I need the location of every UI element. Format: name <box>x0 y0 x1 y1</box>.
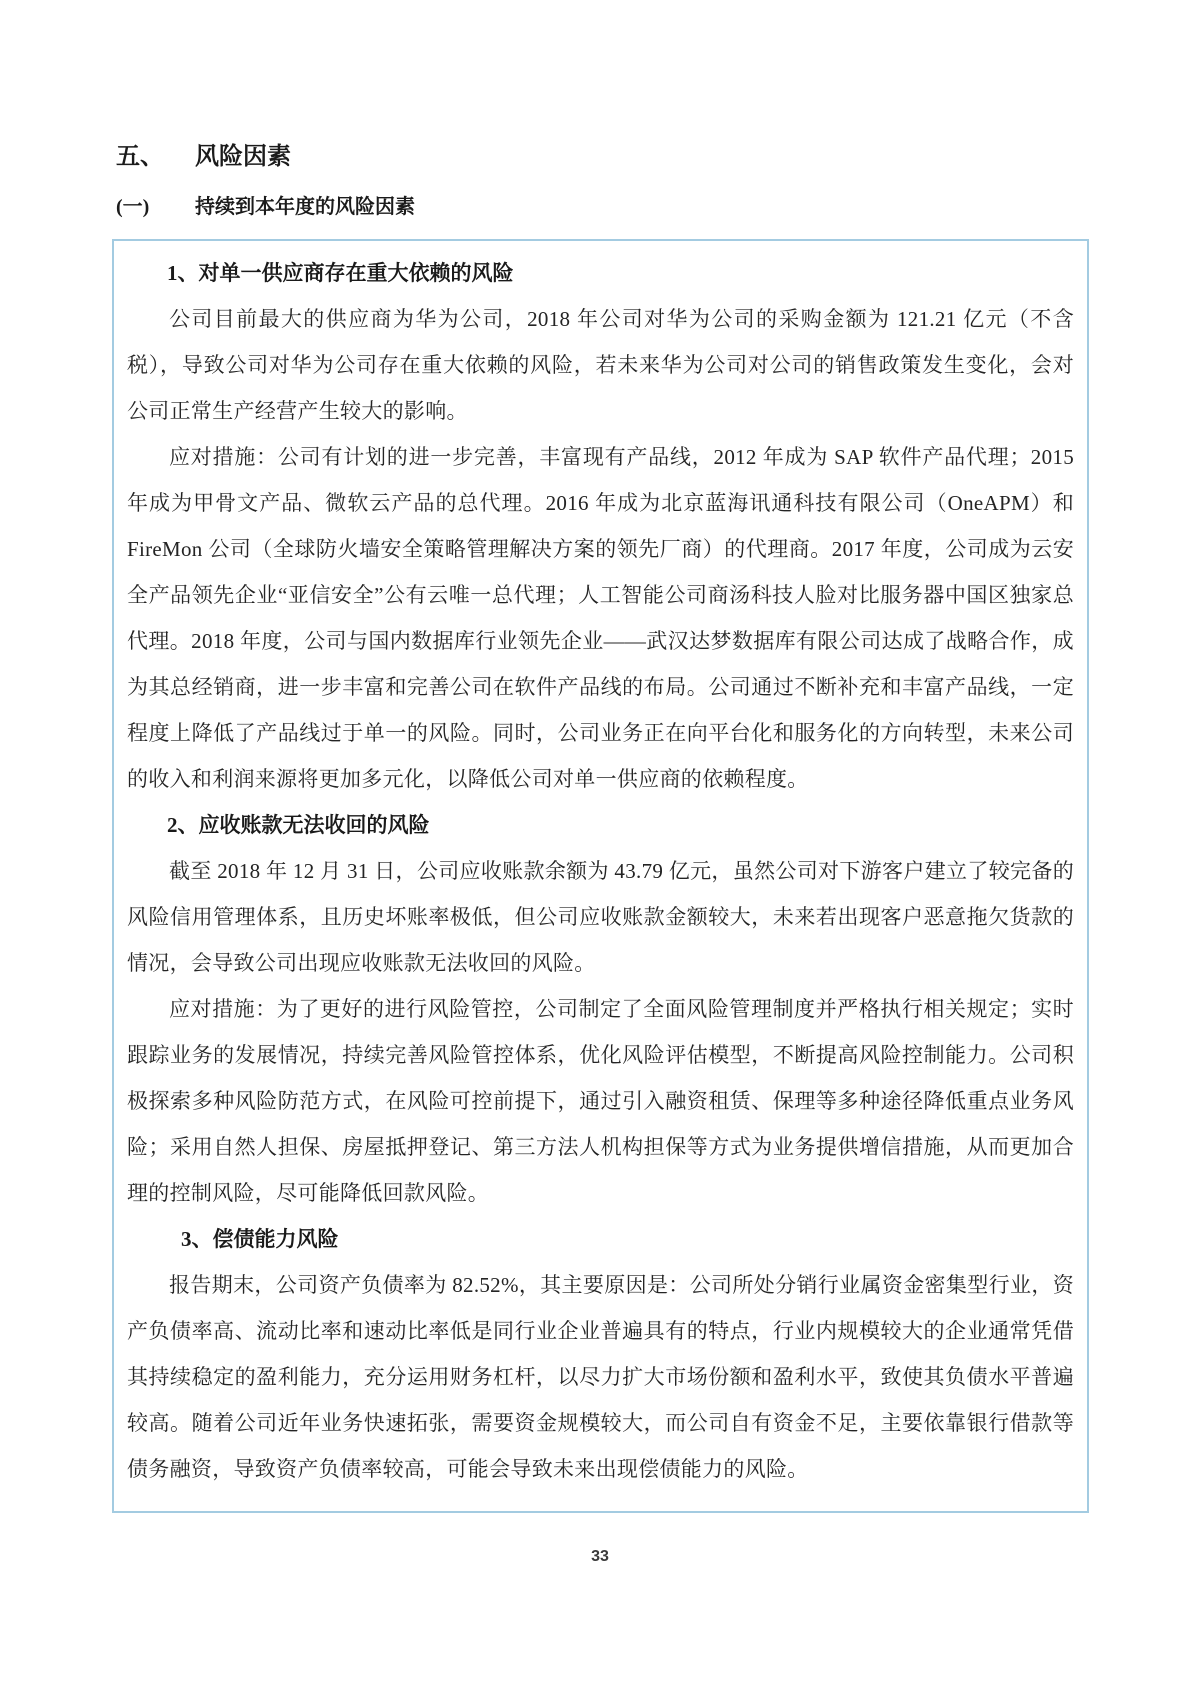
risk-section-receivables <box>127 802 1074 1216</box>
risk-paragraph: 应对措施：为了更好的进行风险管控，公司制定了全面风险管理制度并严格执行相关规定；实时跟踪业务的发展情况，持续完善风险管控体系，优化风险评估模型，不断提高风险控制能力。公司积极探索多种风险防范方式，在风险可控前提下，通过引入融资租赁、保理等多种途径降低重点业务风险；采用自然人担保、房屋抵押登记、第三方法人机构担保等方式为业务提供增信措施，从而更加合理的控制风险，尽可能降低回款风险。 <box>127 997 1074 1205</box>
risk-heading-1: 1、对单一供应商存在重大依赖的风险 <box>167 261 514 285</box>
page-number: 33 <box>591 1548 609 1565</box>
risk-paragraph: 公司目前最大的供应商为华为公司，2018 年公司对华为公司的采购金额为 121.21 亿元（不含税），导致公司对华为公司存在重大依赖的风险，若未来华为公司对公司的销售政策发生变化，会对公司正常生产经营产生较大的影响。 <box>127 307 1074 423</box>
chapter-number: 五、 <box>116 144 164 170</box>
subsection-number: (一) <box>116 196 150 218</box>
subsection-heading <box>116 190 415 219</box>
subsection-title: 持续到本年度的风险因素 <box>195 196 415 218</box>
risk-heading-3: 3、偿债能力风险 <box>181 1227 339 1251</box>
risk-paragraph: 应对措施：公司有计划的进一步完善，丰富现有产品线，2012 年成为 SAP 软件产品代理；2015 年成为甲骨文产品、微软云产品的总代理。2016 年成为北京蓝海讯通科技有限公司（OneAPM）和 FireMon 公司（全球防火墙安全策略管理解决方案的领先厂商）的代理商。2017 年度，公司成为云安全产品领先企业“亚信安全”公有云唯一总代理；人工智能公司商汤科技人脸对比服务器中国区独家总代理。2018 年度，公司与国内数据库行业领先企业——武汉达梦数据库有限公司达成了战略合作，成为其总经销商，进一步丰富和完善公司在软件产品线的布局。公司通过不断补充和丰富产品线，一定程度上降低了产品线过于单一的风险。同时，公司业务正在向平台化和服务化的方向转型，未来公司的收入和利润来源将更加多元化，以降低公司对单一供应商的依赖程度。 <box>127 445 1074 791</box>
risk-paragraph: 截至 2018 年 12 月 31 日，公司应收账款余额为 43.79 亿元，虽然公司对下游客户建立了较完备的风险信用管理体系，且历史坏账率极低，但公司应收账款金额较大，未来若出现客户恶意拖欠货款的情况，会导致公司出现应收账款无法收回的风险。 <box>127 859 1074 975</box>
chapter-heading <box>116 136 291 171</box>
risk-section-solvency <box>127 1216 1074 1492</box>
risk-paragraph: 报告期末，公司资产负债率为 82.52%，其主要原因是：公司所处分销行业属资金密集型行业，资产负债率高、流动比率和速动比率低是同行业企业普遍具有的特点，行业内规模较大的企业通常凭借其持续稳定的盈利能力，充分运用财务杠杆，以尽力扩大市场份额和盈利水平，致使其负债水平普遍较高。随着公司近年业务快速拓张，需要资金规模较大，而公司自有资金不足，主要依靠银行借款等债务融资，导致资产负债率较高，可能会导致未来出现偿债能力的风险。 <box>127 1273 1074 1481</box>
risk-section-supplier-dependence <box>127 250 1074 802</box>
risk-heading-2: 2、应收账款无法收回的风险 <box>167 813 430 837</box>
risk-factors-box <box>112 239 1089 1513</box>
chapter-title: 风险因素 <box>195 144 291 170</box>
